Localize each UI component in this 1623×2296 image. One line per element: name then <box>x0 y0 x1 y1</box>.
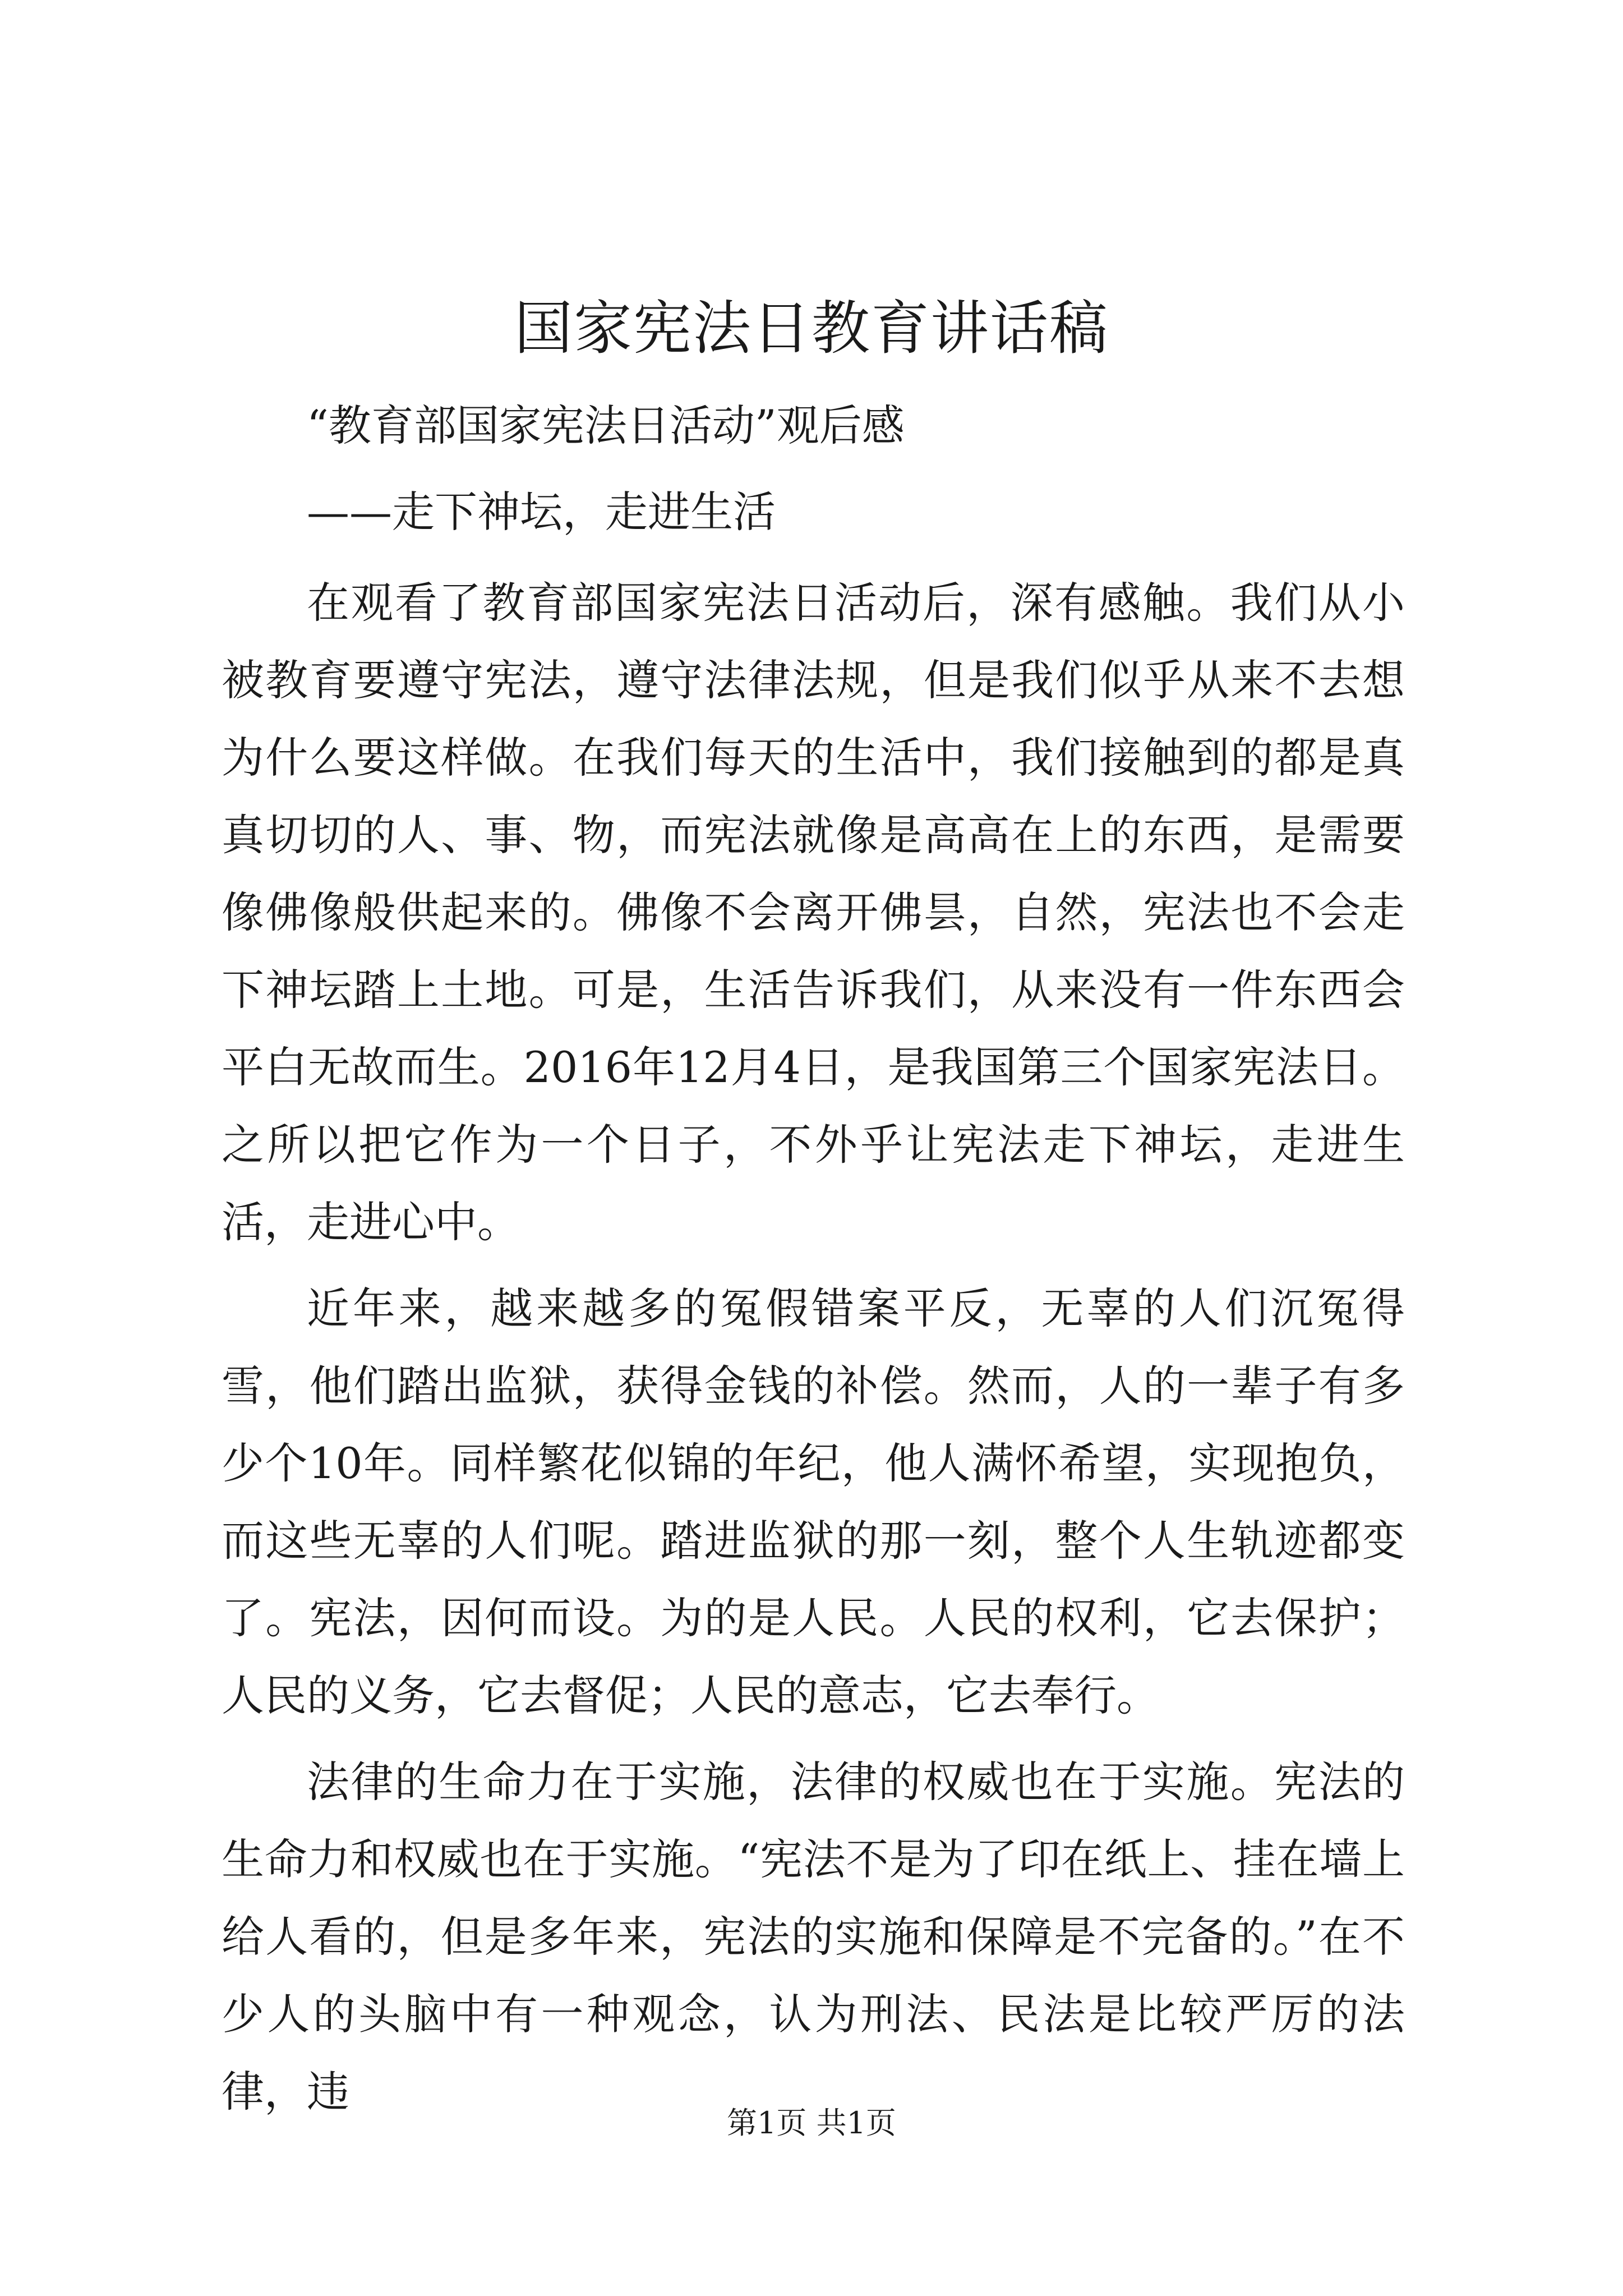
page-number-footer: 第1页 共1页 <box>727 2105 896 2141</box>
document-title: 国家宪法日教育讲话稿 <box>514 294 1109 362</box>
document-body <box>222 387 1405 2131</box>
document-subtitle: “教育部国家宪法日活动”观后感 <box>307 401 905 450</box>
body-paragraph: 法律的生命力在于实施，法律的权威也在于实施。宪法的生命力和权威也在于实施。“宪法不是为了印在纸上、挂在墙上给人看的，但是多年来，宪法的实施和保障是不完备的。”在不少人的头脑中有一种观念，认为刑法、民法是比较严厉的法律，违 <box>222 1757 1405 2116</box>
body-paragraph: 在观看了教育部国家宪法日活动后，深有感触。我们从小被教育要遵守宪法，遵守法律法规，但是我们似乎从来不去想为什么要这样做。在我们每天的生活中，我们接触到的都是真真切切的人、事、物，而宪法就像是高高在上的东西，是需要像佛像般供起来的。佛像不会离开佛昙，自然，宪法也不会走下神坛踏上土地。可是，生活告诉我们，从来没有一件东西会平白无故而生。2016年12月4日，是我国第三个国家宪法日。之所以把它作为一个日子，不外乎让宪法走下神坛，走进生活，走进心中。 <box>222 578 1405 1247</box>
body-paragraph: 近年来，越来越多的冤假错案平反，无辜的人们沉冤得雪，他们踏出监狱，获得金钱的补偿。然而，人的一辈子有多少个10年。同样繁花似锦的年纪，他人满怀希望，实现抱负，而这些无辜的人们呢。踏进监狱的那一刻，整个人生轨迹都变了。宪法，因何而设。为的是人民。人民的权利，它去保护；人民的义务，它去督促；人民的意志，它去奉行。 <box>222 1283 1405 1720</box>
document-tagline: ——走下神坛，走进生活 <box>307 487 776 537</box>
